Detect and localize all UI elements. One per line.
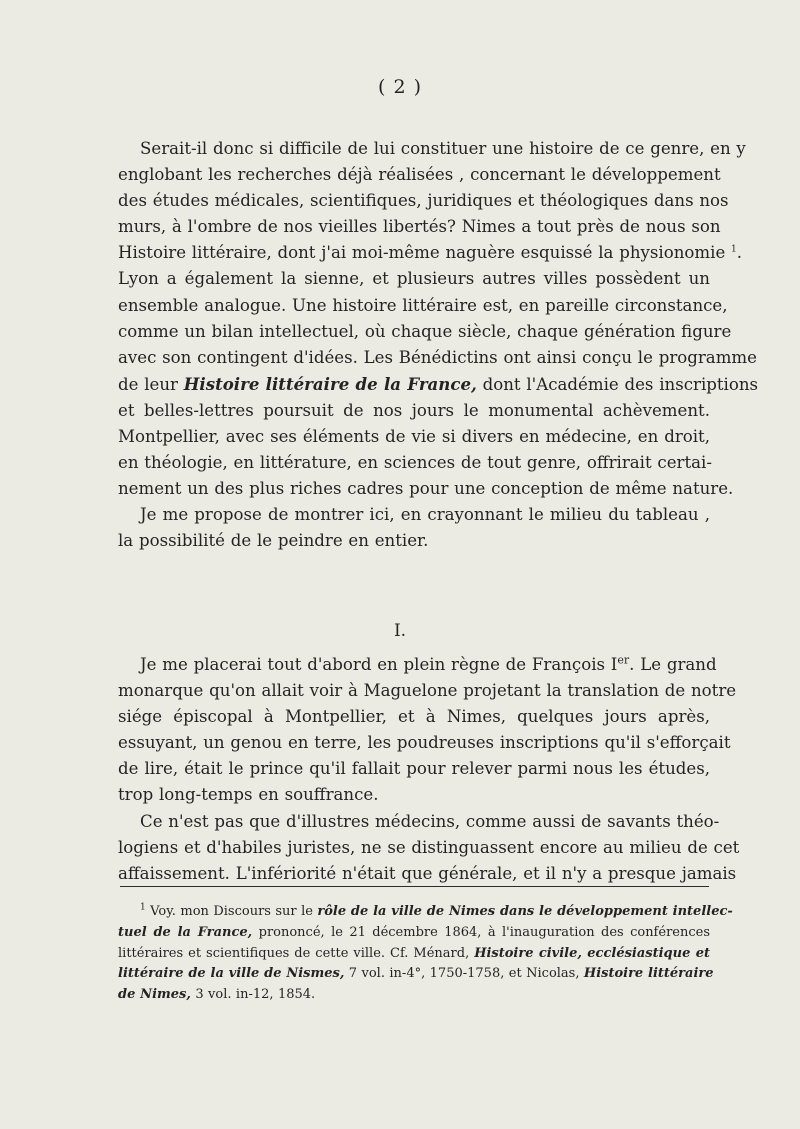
- text-line: en théologie, en littérature, en sciences de tout genre, offrirait certai-: [118, 453, 712, 473]
- text-line: la possibilité de le peindre en entier.: [118, 531, 429, 551]
- text-line: siége épiscopal à Montpellier, et à Nimes, quelques jours après,: [118, 707, 710, 727]
- book-title-italic: Histoire littéraire de la France,: [183, 373, 477, 394]
- text-segment: prononcé, le 21 décembre 1864, à l'inauguration des conférences: [258, 924, 710, 940]
- text-line: Ce n'est pas que d'illustres médecins, comme aussi de savants théo-: [140, 811, 720, 831]
- text-line: et belles-lettres poursuit de nos jours le monumental achèvement.: [118, 400, 710, 420]
- footnote-reference: 1: [731, 244, 737, 255]
- text-line: murs, à l'ombre de nos vieilles libertés? Nimes a tout près de nous son: [118, 217, 721, 237]
- footnote-marker: 1: [140, 902, 146, 913]
- title-italic: de Nimes,: [118, 987, 191, 1003]
- title-italic: Histoire civile, ecclésiastique et: [474, 945, 710, 961]
- text-line: avec son contingent d'idées. Les Bénédictins ont ainsi conçu le programme: [118, 347, 757, 367]
- text-line: ensemble analogue. Une histoire littéraire est, en pareille circonstance,: [118, 295, 728, 315]
- text-line: affaissement. L'infériorité n'était que générale, et il n'y a presque jamais: [118, 863, 737, 883]
- text-segment: Histoire littéraire, dont j'ai moi-même naguère esquissé la physionomie: [118, 243, 726, 263]
- text-line: [118, 371, 759, 398]
- text-line: de lire, était le prince qu'il fallait pour relever parmi nous les études,: [118, 759, 710, 779]
- text-segment: . Le grand: [629, 655, 717, 674]
- text-line: des études médicales, scientifiques, juridiques et théologiques dans nos: [118, 191, 729, 211]
- text-line: [118, 652, 717, 678]
- title-italic: tuel de la France,: [118, 924, 253, 940]
- text-segment: de leur: [118, 374, 178, 394]
- title-italic: Histoire littéraire: [583, 966, 714, 982]
- paragraph-intro: [118, 136, 759, 555]
- text-line: Montpellier, avec ses éléments de vie si divers en médecine, en droit,: [118, 427, 710, 447]
- text-line: comme un bilan intellectuel, où chaque siècle, chaque génération figure: [118, 321, 732, 341]
- paragraph-section-one: [118, 652, 740, 887]
- text-line: monarque qu'on allait voir à Maguelone projetant la translation de notre: [118, 681, 737, 701]
- footnote-divider: [120, 886, 709, 887]
- footnote: [118, 902, 733, 1006]
- text-line: Je me propose de montrer ici, en crayonnant le milieu du tableau ,: [140, 505, 710, 525]
- text-segment: .: [736, 243, 743, 263]
- text-line: trop long-temps en souffrance.: [118, 785, 379, 805]
- footnote-line: [118, 985, 710, 1006]
- text-segment: Voy. mon Discours sur le: [150, 904, 313, 919]
- text-line: logiens et d'habiles juristes, ne se distinguassent encore au milieu de cet: [118, 837, 740, 857]
- section-heading: I.: [393, 621, 407, 641]
- footnote-line: [118, 964, 714, 985]
- text-line: Serait-il donc si difficile de lui constituer une histoire de ce genre, en y: [140, 139, 746, 158]
- text-line: [118, 240, 743, 266]
- page-number: ( 2 ): [378, 76, 422, 98]
- text-segment: 7 vol. in-4°, 1750-1758, et Nicolas,: [348, 966, 580, 982]
- text-segment: littéraires et scientifiques de cette ville. Cf. Ménard,: [118, 945, 470, 961]
- text-line: Lyon a également la sienne, et plusieurs autres villes possèdent un: [118, 269, 710, 289]
- text-line: essuyant, un genou en terre, les poudreuses inscriptions qu'il s'efforçait: [118, 733, 731, 753]
- text-segment: 3 vol. in-12, 1854.: [195, 987, 316, 1003]
- ordinal-superscript: er: [617, 653, 630, 667]
- text-line: englobant les recherches déjà réalisées , concernant le développement: [118, 165, 721, 185]
- footnote-line: [118, 923, 710, 944]
- text-segment: Je me placerai tout d'abord en plein règne de François I: [140, 655, 618, 674]
- title-italic: littéraire de la ville de Nismes,: [118, 966, 345, 982]
- footnote-line: [118, 944, 710, 965]
- title-italic: rôle de la ville de Nimes dans le développement intellec-: [317, 904, 733, 919]
- text-segment: dont l'Académie des inscriptions: [482, 374, 759, 394]
- text-line: nement un des plus riches cadres pour une conception de même nature.: [118, 479, 734, 499]
- footnote-line: [118, 902, 733, 923]
